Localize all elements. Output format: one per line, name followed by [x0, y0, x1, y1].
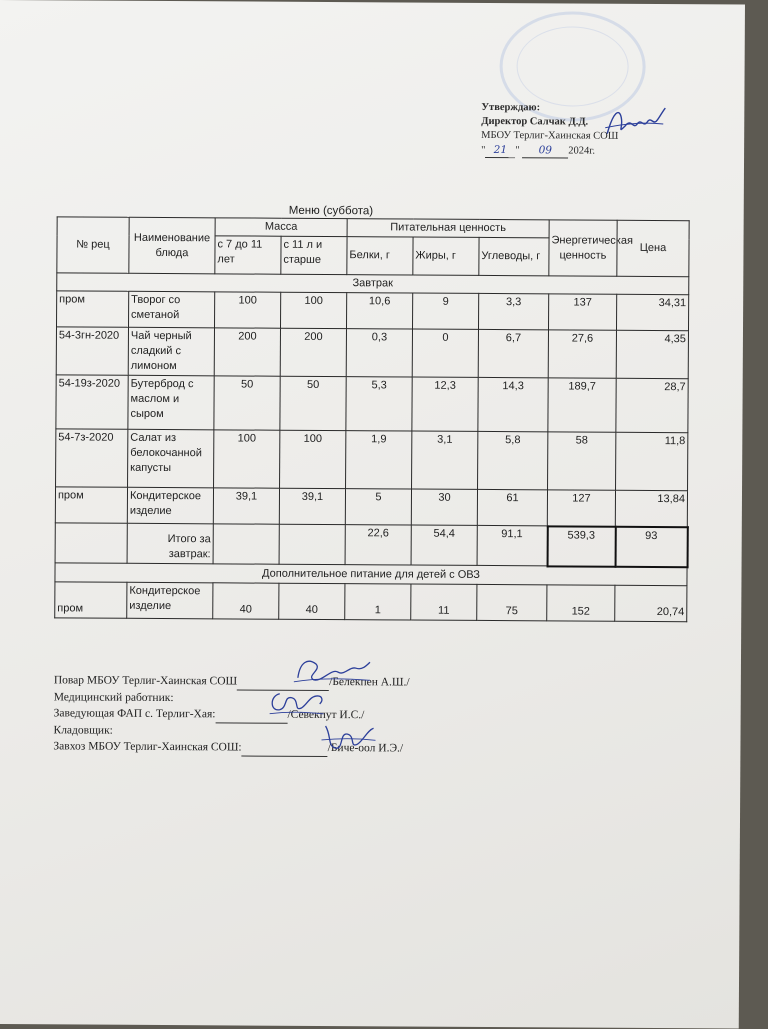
cell-price: 13,84	[615, 490, 687, 526]
table-row	[56, 375, 688, 433]
cell-protein: 5,3	[346, 377, 412, 431]
cell-fat: 0	[412, 329, 478, 377]
header-nutrition: Питательная ценность	[347, 219, 549, 238]
cell-price: 11,8	[616, 432, 688, 490]
cell-price: 20,74	[615, 585, 687, 621]
header-price: Цена	[617, 220, 689, 276]
total-price: 93	[615, 526, 687, 566]
header-rec: № рец	[57, 217, 129, 273]
table-row	[56, 429, 688, 491]
director-signature	[603, 104, 667, 140]
header-mass-7-11: с 7 до 11 лет	[215, 236, 281, 274]
supply-signature	[317, 720, 377, 754]
cell-rec: пром	[55, 487, 127, 523]
cell-fat: 3,1	[412, 431, 478, 489]
cell-mass-7-11: 40	[213, 582, 279, 618]
cell-price: 28,7	[616, 378, 688, 432]
fap-signature	[266, 686, 326, 720]
header-fat: Жиры, г	[413, 237, 479, 275]
cell-rec: 54-19з-2020	[56, 375, 128, 429]
cell-protein: 0,3	[346, 329, 412, 377]
medic-label: Медицинский работник:	[53, 690, 174, 704]
header-mass: Масса	[215, 218, 347, 237]
menu-table	[54, 216, 690, 621]
cell-price: 4,35	[616, 330, 688, 378]
total-fat: 54,4	[411, 525, 477, 565]
approval-heading: Утверждаю:	[481, 101, 541, 114]
approval-director: Директор Салчак Д.Д.	[481, 115, 589, 128]
extra-row	[55, 581, 687, 621]
cell-mass-7-11: 100	[214, 430, 280, 488]
cell-energy: 127	[547, 490, 615, 526]
cell-mass-11-plus: 39,1	[279, 488, 345, 524]
header-mass-11-plus: с 11 л и старше	[281, 236, 347, 274]
approval-school: МБОУ Терлиг-Хаинская СОШ	[481, 129, 619, 142]
signatures-block	[53, 672, 553, 758]
cell-rec: 54-7з-2020	[56, 429, 128, 487]
cell-name: Кондитерское изделие	[127, 582, 213, 619]
header-carbs: Углеводы, г	[479, 237, 549, 275]
approval-block	[481, 101, 711, 159]
approval-date-year: 2024г.	[568, 145, 596, 157]
cell-energy: 189,7	[548, 378, 616, 432]
cell-protein: 1,9	[346, 431, 412, 489]
cell-mass-7-11: 50	[214, 376, 280, 430]
cell-mass-11-plus: 100	[280, 430, 346, 488]
cell-energy: 27,6	[548, 330, 616, 378]
supply-signature-line: Завхоз МБОУ Терлиг-Хаинская СОШ: /Биче-оол И.Э./	[53, 738, 553, 758]
cell-name: Чай черный сладкий с лимоном	[128, 327, 214, 376]
table-row	[57, 291, 689, 331]
cell-energy: 58	[548, 432, 616, 490]
approval-date: " 21 " 09 2024г.	[481, 144, 596, 157]
cell-carbs: 14,3	[478, 377, 548, 431]
total-energy: 539,3	[547, 526, 615, 566]
cell-carbs: 75	[477, 584, 547, 620]
cell-carbs: 3,3	[478, 293, 548, 329]
cell-fat: 9	[412, 293, 478, 329]
cell-fat: 12,3	[412, 377, 478, 431]
total-label: Итого за завтрак:	[127, 523, 213, 564]
cell-carbs: 5,8	[478, 431, 548, 489]
total-row	[55, 523, 687, 567]
cell-energy: 152	[547, 584, 615, 620]
cell-name: Кондитерское изделие	[127, 487, 213, 524]
cell-energy: 137	[548, 294, 616, 330]
cell-mass-7-11: 39,1	[213, 488, 279, 524]
table-row	[56, 327, 688, 379]
section-breakfast: Завтрак	[57, 273, 689, 295]
header-protein: Белки, г	[347, 237, 413, 275]
cell-mass-11-plus: 200	[280, 328, 346, 376]
cook-signature-line: Повар МБОУ Терлиг-Хаинская СОШ /Белекпен А.Ш./	[54, 672, 554, 692]
cell-mass-11-plus: 50	[280, 376, 346, 430]
total-carbs: 91,1	[477, 525, 547, 565]
cell-price: 34,31	[616, 294, 688, 330]
cell-carbs: 6,7	[478, 329, 548, 377]
cell-rec: 54-3гн-2020	[56, 327, 128, 375]
cell-name: Бутерброд с маслом и сыром	[128, 375, 214, 430]
cell-mass-11-plus: 40	[279, 583, 345, 619]
total-protein: 22,6	[345, 525, 411, 565]
approval-date-month: 09	[522, 143, 568, 158]
menu-title: Меню (суббота)	[288, 204, 374, 218]
cell-rec: пром	[57, 291, 129, 327]
cell-fat: 30	[411, 489, 477, 525]
cell-protein: 10,6	[346, 293, 412, 329]
section-extra: Дополнительное питание для детей с ОВЗ	[55, 563, 687, 585]
header-name: Наименование блюда	[129, 217, 215, 274]
cell-protein: 1	[345, 583, 411, 619]
cell-protein: 5	[345, 489, 411, 525]
cell-name: Салат из белокочанной капусты	[128, 429, 214, 488]
cell-name: Творог со сметаной	[129, 291, 215, 328]
fap-signature-line: Заведующая ФАП с. Терлиг-Хая: /Севекпут И.С./	[54, 705, 554, 725]
cell-mass-11-plus: 100	[281, 292, 347, 328]
approval-date-day: 21	[485, 143, 515, 158]
cell-mass-7-11: 100	[215, 292, 281, 328]
cell-fat: 11	[411, 584, 477, 620]
table-row	[55, 487, 687, 527]
cook-signature	[292, 654, 372, 688]
cell-mass-7-11: 200	[214, 328, 280, 376]
header-energy: Энергетическая ценность	[549, 220, 617, 276]
cell-carbs: 61	[477, 489, 547, 525]
storekeeper-label: Кладовщик:	[53, 723, 113, 737]
cell-rec: пром	[55, 581, 127, 617]
